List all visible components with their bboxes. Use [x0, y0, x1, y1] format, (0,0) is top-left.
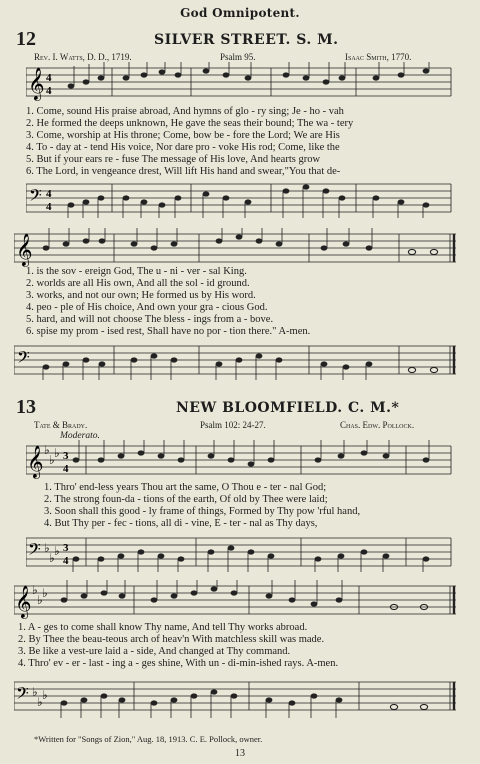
svg-text:𝄢: 𝄢 — [29, 185, 42, 209]
svg-text:𝄞: 𝄞 — [15, 585, 32, 618]
hymn-13-bass-staff-1 — [26, 532, 456, 572]
hymn-13-verse-1-part-1: 1. Thro' end-less years Thou art the same, O Thou e - ter - nal God; — [44, 482, 327, 493]
svg-text:♭: ♭ — [44, 541, 50, 555]
svg-text:4: 4 — [63, 463, 69, 475]
svg-text:♭: ♭ — [42, 586, 48, 600]
svg-text:4: 4 — [46, 72, 52, 84]
page-number: 13 — [235, 748, 245, 759]
svg-text:𝄢: 𝄢 — [16, 683, 29, 707]
hymn-13-treble-staff-2 — [14, 580, 459, 620]
hymn-12-verse-4-part-1: 4. To - day at - tend His voice, Nor dare pro - voke His rod; Come, like the — [26, 142, 340, 153]
svg-text:♭: ♭ — [32, 583, 38, 597]
hymn-13-bass-staff-2 — [14, 676, 459, 720]
hymn-12-verse-5-part-2: 5. hard, and will not choose The bless - ings from a - bove. — [26, 314, 274, 325]
svg-text:𝄞: 𝄞 — [28, 67, 45, 100]
hymn-12-verse-2-part-2: 2. worlds are all His own, And all the sol - id ground. — [26, 278, 250, 289]
hymn-12-words-credit: Rev. I. Watts, D. D., 1719. — [34, 52, 132, 62]
hymn-12-treble-staff-2 — [14, 228, 459, 268]
running-head: God Omnipotent. — [180, 6, 300, 20]
hymn-12-treble-staff-1 — [26, 62, 456, 102]
hymn-13-scripture: Psalm 102: 24-27. — [200, 420, 266, 430]
hymn-13-tempo: Moderato. — [60, 431, 100, 441]
svg-text:♭: ♭ — [37, 695, 43, 709]
hymn-13-tune-title: NEW BLOOMFIELD. C. M.* — [176, 400, 400, 416]
svg-text:4: 4 — [46, 201, 52, 213]
svg-text:𝄞: 𝄞 — [27, 445, 44, 478]
svg-text:♭: ♭ — [49, 453, 55, 467]
svg-text:3: 3 — [63, 542, 69, 554]
hymn-13-verse-3-part-2: 3. Be like a vest-ure laid a - side, And changed at Thy command. — [18, 646, 291, 657]
hymn-12-tune-title: SILVER STREET. S. M. — [154, 32, 339, 48]
hymn-13-verse-2-part-1: 2. The strong foun-da - tions of the earth, Of old by Thee were laid; — [44, 494, 328, 505]
hymn-12-number: 12 — [16, 28, 36, 50]
hymn-12-bass-staff-2 — [14, 340, 459, 380]
hymn-12-verse-5-part-1: 5. But if your ears re - fuse The message of His love, And hearts grow — [26, 154, 321, 165]
hymn-13-number: 13 — [16, 396, 36, 418]
hymn-12-verse-1-part-2: 1. is the sov - ereign God, The u - ni - ver - sal King. — [26, 266, 247, 277]
hymn-12-verse-4-part-2: 4. peo - ple of His choice, And own your gra - cious God. — [26, 302, 268, 313]
hymn-12-verse-3-part-2: 3. works, and not our own; He formed us by His word. — [26, 290, 256, 301]
hymn-12-verse-6-part-2: 6. spise my prom - ised rest, Shall have no por - tion there." A-men. — [26, 326, 311, 337]
svg-text:4: 4 — [46, 85, 52, 97]
hymn-13-verse-4-part-1: 4. But Thy per - fec - tions, all di - vine, E - ter - nal as Thy days, — [44, 518, 318, 529]
hymn-13-music-credit: Chas. Edw. Pollock. — [340, 420, 415, 430]
svg-text:𝄢: 𝄢 — [17, 347, 30, 371]
hymn-12-verse-2-part-1: 2. He formed the deeps unknown, He gave the seas their bound; The wa - tery — [26, 118, 354, 129]
hymn-13-verse-2-part-2: 2. By Thee the beau-teous arch of heav'n With matchless skill was made. — [18, 634, 325, 645]
hymn-12-verse-6-part-1: 6. The Lord, in vengeance drest, Will lift His hand and swear,"You that de- — [26, 166, 341, 177]
hymn-13-verse-4-part-2: 4. Thro' ev - er - last - ing a - ges shine, With un - di-min-ished rays. A-men. — [18, 658, 339, 669]
svg-text:♭: ♭ — [44, 443, 50, 457]
svg-text:𝄢: 𝄢 — [28, 539, 41, 563]
hymn-12-scripture: Psalm 95. — [220, 52, 256, 62]
hymn-13-verse-1-part-2: 1. A - ges to come shall know Thy name, And tell Thy works abroad. — [18, 622, 308, 633]
svg-text:4: 4 — [46, 188, 52, 200]
svg-text:♭: ♭ — [42, 688, 48, 702]
footer-copyright-note: *Written for "Songs of Zion," Aug. 18, 1913. C. E. Pollock, owner. — [34, 734, 263, 744]
hymn-12-verse-3-part-1: 3. Come, worship at His throne; Come, bow be - fore the Lord; We are His — [26, 130, 340, 141]
hymn-13-words-credit: Tate & Brady. — [34, 420, 88, 430]
svg-text:𝄞: 𝄞 — [16, 233, 33, 266]
hymn-12-music-credit: Isaac Smith, 1770. — [345, 52, 412, 62]
svg-text:3: 3 — [63, 450, 69, 462]
svg-text:♭: ♭ — [49, 551, 55, 565]
hymn-13-treble-staff-1 — [26, 440, 456, 480]
svg-text:4: 4 — [63, 555, 69, 567]
svg-text:♭: ♭ — [54, 446, 60, 460]
svg-text:♭: ♭ — [32, 685, 38, 699]
svg-text:♭: ♭ — [54, 544, 60, 558]
hymn-13-verse-3-part-1: 3. Soon shall this good - ly frame of things, Formed by Thy pow 'rful hand, — [44, 506, 361, 517]
svg-text:♭: ♭ — [37, 593, 43, 607]
hymn-12-verse-1-part-1: 1. Come, sound His praise abroad, And hymns of glo - ry sing; Je - ho - vah — [26, 106, 344, 117]
hymn-12-bass-staff-1 — [26, 178, 456, 218]
